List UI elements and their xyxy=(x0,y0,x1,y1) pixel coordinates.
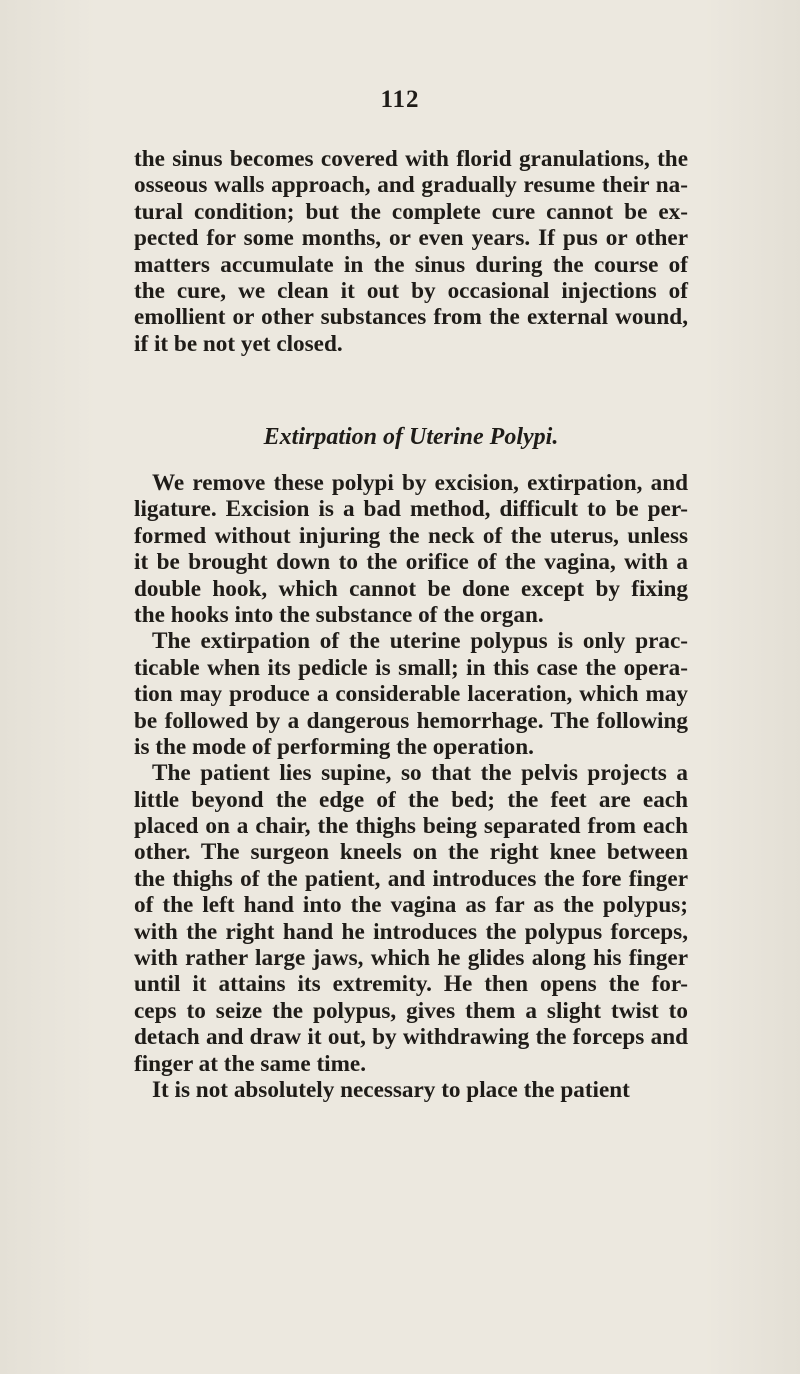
text-line: matters accumulate in the sinus during the course of xyxy=(134,251,688,278)
text-line: if it be not yet closed. xyxy=(134,330,343,357)
section-body xyxy=(134,470,688,1103)
text-line: with rather large jaws, which he glides along his finger xyxy=(134,945,688,972)
text-line: is the mode of performing the operation. xyxy=(134,733,534,760)
text-line: pected for some months, or even years. If pus or other xyxy=(134,225,688,252)
text-line: detach and draw it out, by withdrawing the forceps and xyxy=(134,1024,688,1051)
text-line: double hook, which cannot be done except by fixing xyxy=(134,575,688,602)
section-heading: Extirpation of Uterine Polypi. xyxy=(263,424,559,450)
text-line: with the right hand he introduces the polypus forceps, xyxy=(134,918,688,945)
text-line: the thighs of the patient, and introduces the fore finger xyxy=(134,865,688,892)
text-line: of the left hand into the vagina as far as the polypus; xyxy=(134,892,688,919)
paragraph-continued xyxy=(134,146,688,357)
text-line: other. The surgeon kneels on the right knee between xyxy=(134,839,688,866)
text-line: emollient or other substances from the external wound, xyxy=(134,304,688,331)
text-line: formed without injuring the neck of the uterus, unless xyxy=(134,522,688,549)
text-line: ligature. Excision is a bad method, difficult to be per- xyxy=(134,496,688,523)
text-line: ticable when its pedicle is small; in this case the opera- xyxy=(134,654,688,681)
text-line: be followed by a dangerous hemorrhage. The following xyxy=(134,707,688,734)
text-line: finger at the same time. xyxy=(134,1050,367,1077)
text-line: tion may produce a considerable laceration, which may xyxy=(134,681,688,708)
text-line: the hooks into the substance of the organ. xyxy=(134,601,544,628)
text-line: the sinus becomes covered with florid granulations, the xyxy=(134,146,688,172)
page-number: 112 xyxy=(380,86,420,113)
text-line: the cure, we clean it out by occasional injections of xyxy=(134,277,688,304)
text-line: ceps to seize the polypus, gives them a slight twist to xyxy=(134,997,688,1024)
text-line: The patient lies supine, so that the pelvis projects a xyxy=(152,760,688,787)
text-line: osseous walls approach, and gradually resume their na- xyxy=(134,172,688,199)
text-line: We remove these polypi by excision, extirpation, and xyxy=(152,470,688,496)
text-line: placed on a chair, the thighs being separated from each xyxy=(134,813,688,840)
text-line: tural condition; but the complete cure cannot be ex- xyxy=(134,198,688,225)
text-line: little beyond the edge of the bed; the feet are each xyxy=(134,786,688,813)
text-line: until it attains its extremity. He then opens the for- xyxy=(134,971,688,998)
text-line: it be brought down to the orifice of the vagina, with a xyxy=(134,549,688,576)
text-line: The extirpation of the uterine polypus is only prac- xyxy=(152,628,688,655)
text-line: It is not absolutely necessary to place the patient xyxy=(152,1076,630,1103)
